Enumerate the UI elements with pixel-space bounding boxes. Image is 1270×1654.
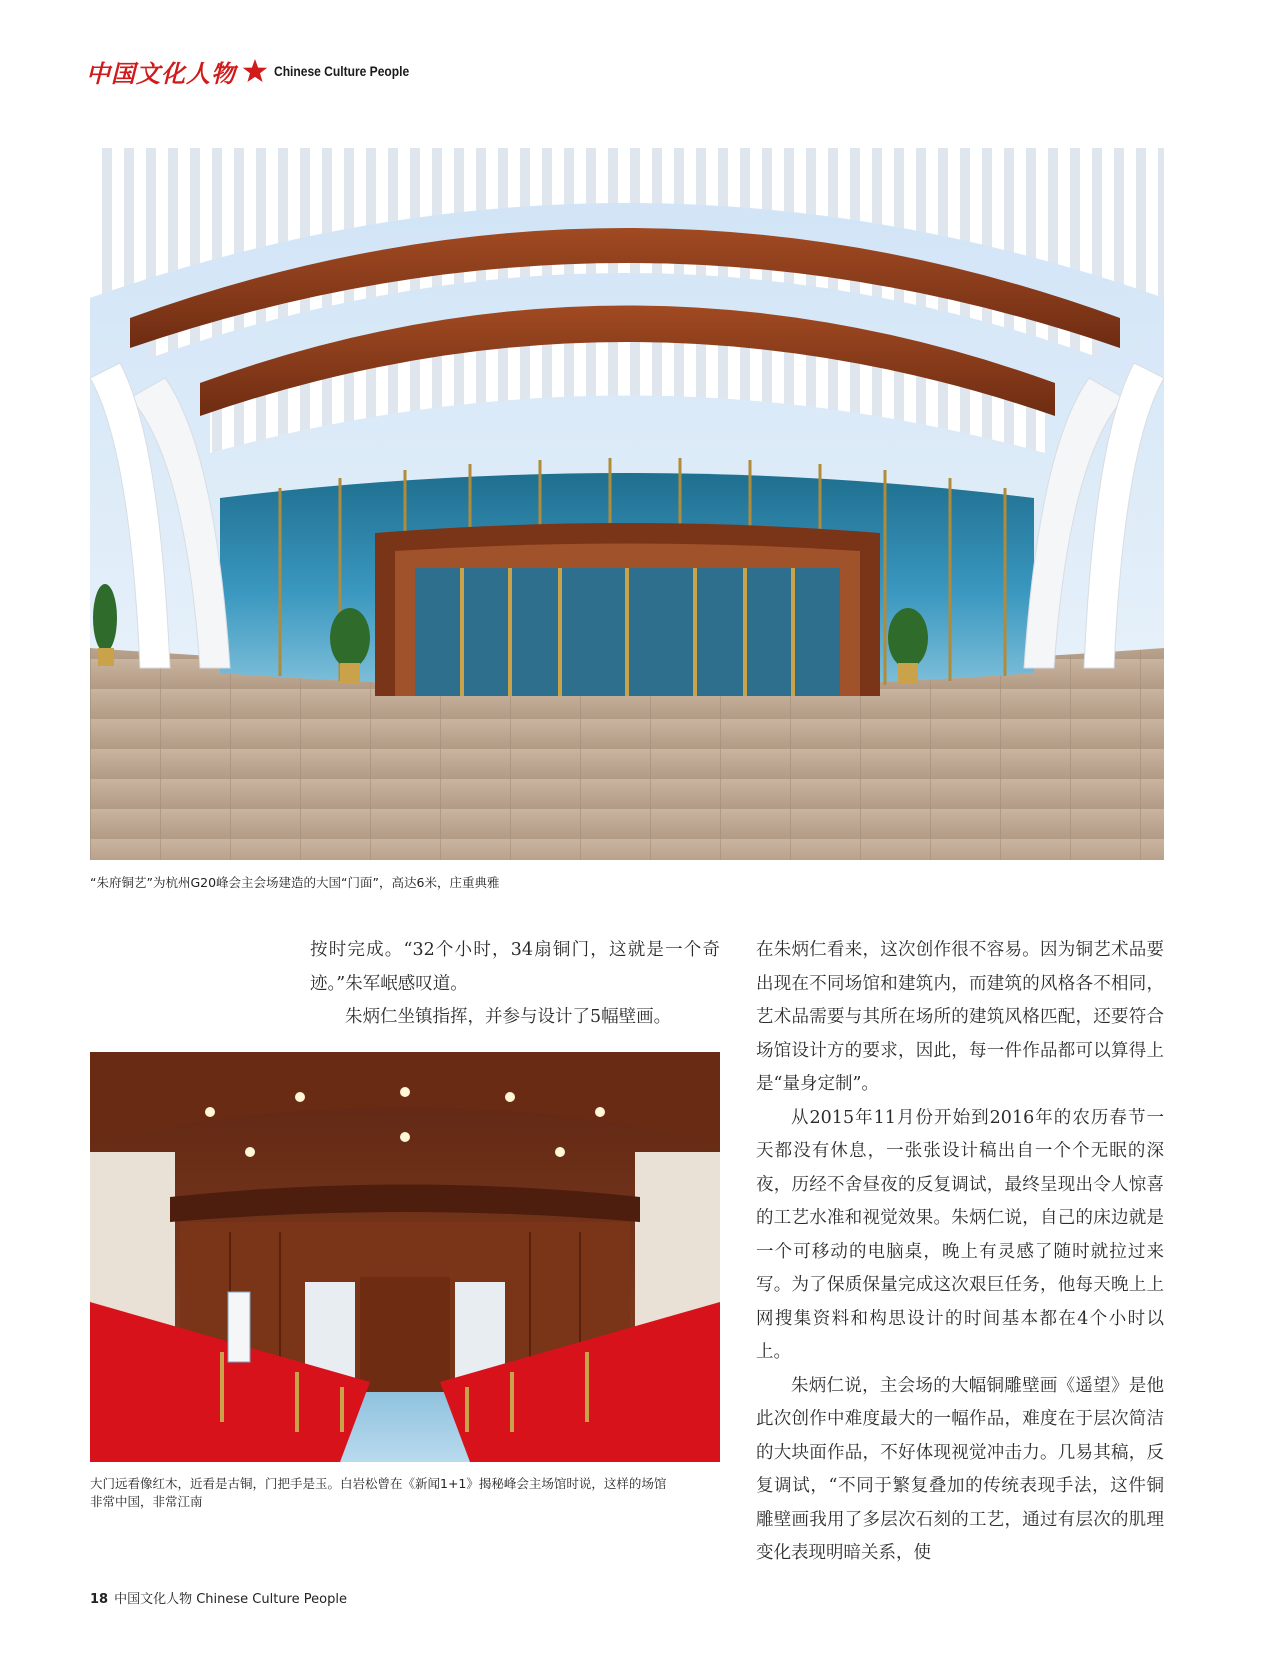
hall-caption-line-2: 非常中国，非常江南 — [90, 1494, 203, 1509]
hall-interior-photo — [90, 1052, 720, 1462]
magazine-title-en: Chinese Culture People — [274, 63, 410, 79]
footer-publication: 中国文化人物 Chinese Culture People — [114, 1592, 347, 1607]
venue-entrance-illustration — [90, 148, 1164, 860]
venue-entrance-photo — [90, 148, 1164, 860]
right-paragraph-3: 朱炳仁说，主会场的大幅铜雕壁画《遥望》是他此次创作中难度最大的一幅作品，难度在于层次简洁的大块面作品，不好体现视觉冲击力。几易其稿，反复调试，“不同于繁复叠加的传统表现手法，这件铜雕壁画我用了多层次石刻的工艺，通过有层次的肌理变化表现明暗关系，使 — [756, 1375, 1164, 1563]
star-icon — [242, 58, 268, 84]
hall-photo-caption — [90, 1475, 730, 1511]
hall-caption-line-1: 大门远看像红木，近看是古铜，门把手是玉。白岩松曾在《新闻1+1》揭秘峰会主场馆时说，这样的场馆 — [90, 1476, 667, 1491]
masthead — [86, 56, 431, 86]
right-text-column — [756, 934, 1164, 1571]
top-photo-caption: “朱府铜艺”为杭州G20峰会主会场建造的大国“门面”，高达6米，庄重典雅 — [90, 875, 500, 890]
left-paragraph-2: 朱炳仁坐镇指挥，并参与设计了5幅壁画。 — [345, 1007, 672, 1027]
right-paragraph-2: 从2015年11月份开始到2016年的农历春节一天都没有休息，一张张设计稿出自一个个无眠的深夜，历经不舍昼夜的反复调试，最终呈现出令人惊喜的工艺水准和视觉效果。朱炳仁说，自己的床边就是一个可移动的电脑桌，晚上有灵感了随时就拉过来写。为了保质保量完成这次艰巨任务，他每天晚上上网搜集资料和构思设计的时间基本都在4个小时以上。 — [756, 1107, 1164, 1362]
left-text-column — [310, 934, 720, 1035]
right-paragraph-1: 在朱炳仁看来，这次创作很不容易。因为铜艺术品要出现在不同场馆和建筑内，而建筑的风格各不相同，艺术品需要与其所在场所的建筑风格匹配，还要符合场馆设计方的要求，因此，每一件作品都可以算得上是“量身定制”。 — [756, 940, 1164, 1094]
hall-interior-illustration — [90, 1052, 720, 1462]
page-footer — [90, 1588, 347, 1607]
left-paragraph-1: 按时完成。“32个小时，34扇铜门，这就是一个奇迹。”朱军岷感叹道。 — [310, 940, 720, 994]
page-number: 18 — [90, 1592, 109, 1607]
magazine-title-cn: 中国文化人物 — [86, 58, 236, 88]
